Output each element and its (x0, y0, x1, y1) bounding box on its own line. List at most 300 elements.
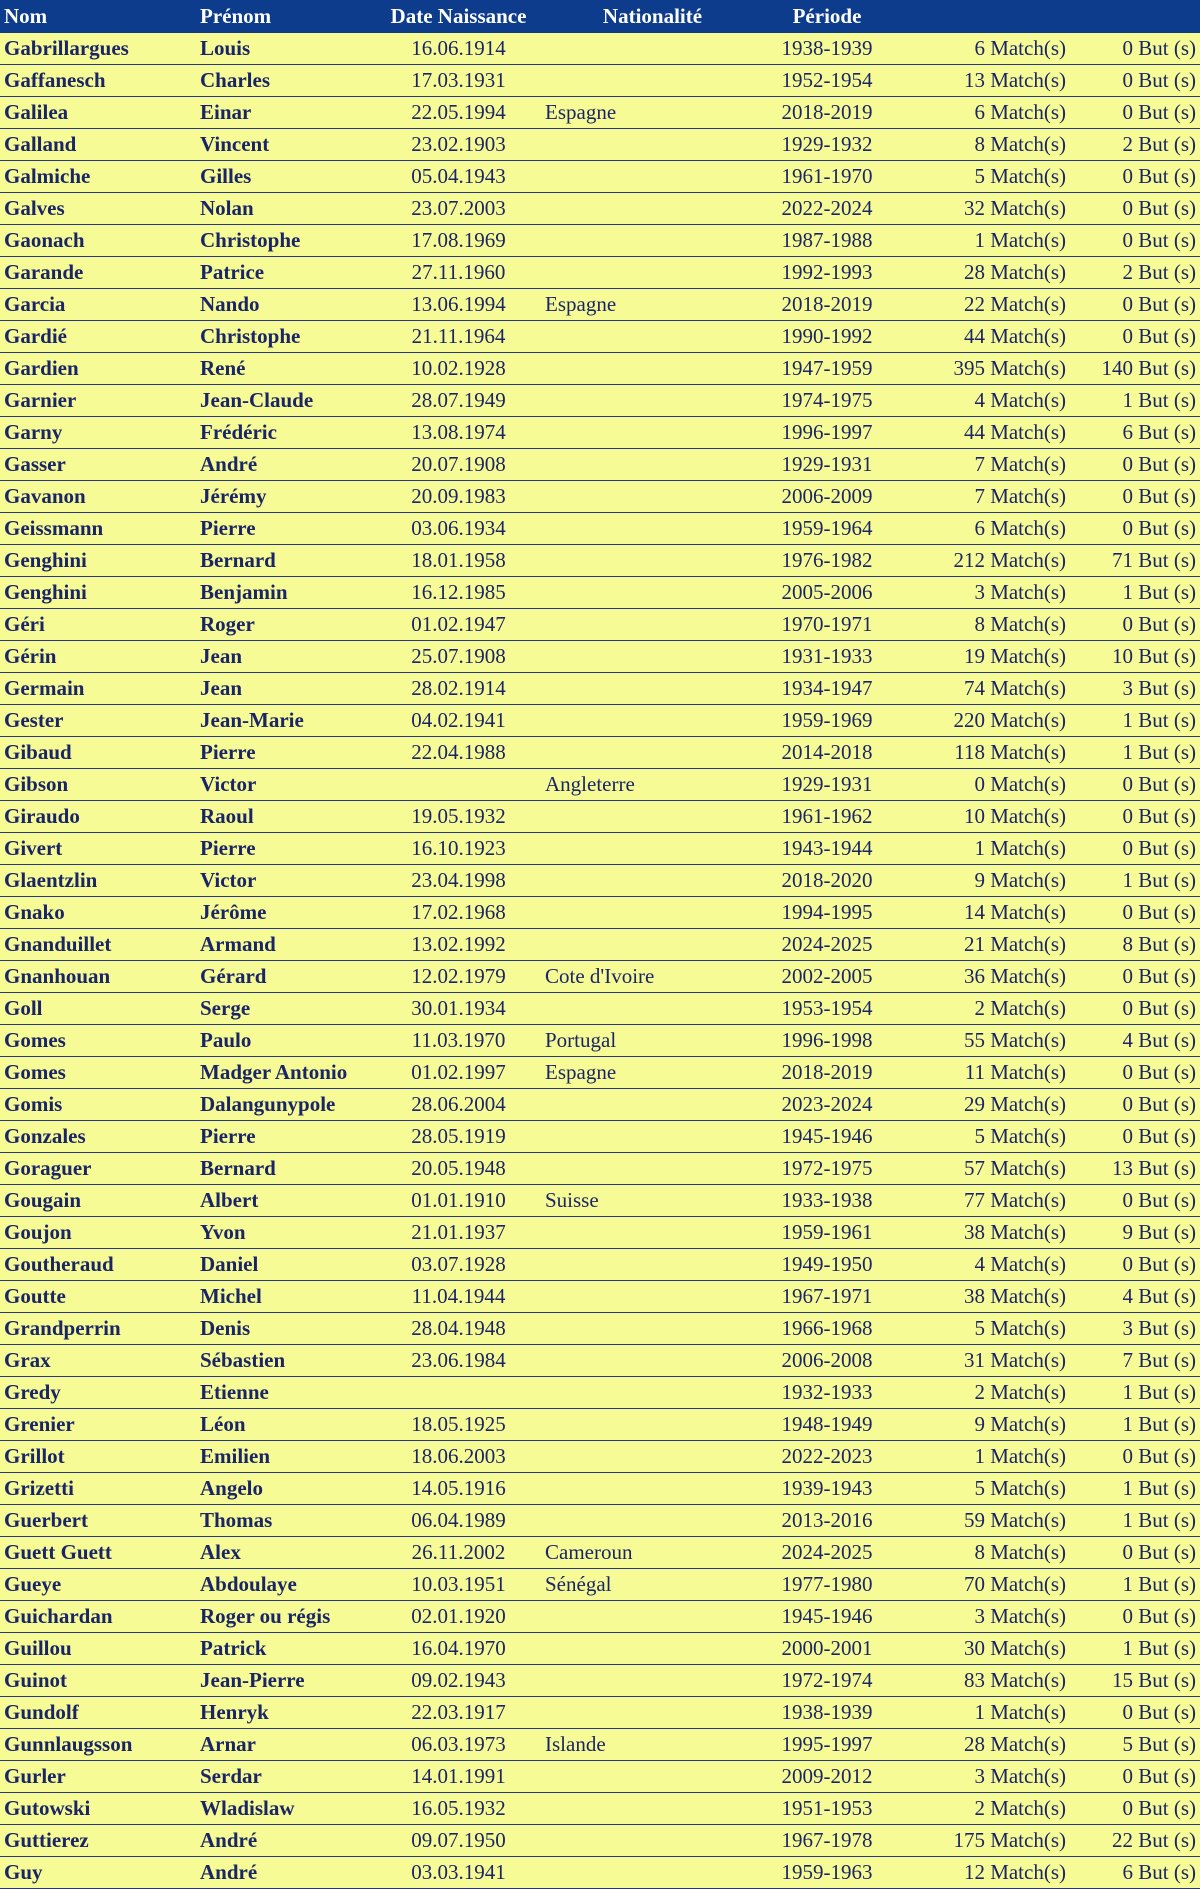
table-row (0, 1793, 1200, 1825)
cell-nationalite (541, 865, 764, 897)
cell-nationalite (541, 385, 764, 417)
table-row (0, 961, 1200, 993)
cell-periode: 2024-2025 (764, 1537, 890, 1569)
table-row (0, 1505, 1200, 1537)
cell-buts: 4 But (s) (1070, 1281, 1200, 1313)
cell-nationalite (541, 449, 764, 481)
cell-prenom: Daniel (196, 1249, 376, 1281)
cell-nationalite (541, 801, 764, 833)
table-row (0, 193, 1200, 225)
table-row (0, 1345, 1200, 1377)
cell-prenom: Yvon (196, 1217, 376, 1249)
cell-nom: Géri (0, 609, 196, 641)
table-row (0, 129, 1200, 161)
cell-periode: 1970-1971 (764, 609, 890, 641)
cell-prenom: Jérémy (196, 481, 376, 513)
table-row (0, 1185, 1200, 1217)
cell-nationalite (541, 481, 764, 513)
cell-matchs: 0 Match(s) (890, 769, 1070, 801)
cell-prenom: Gilles (196, 161, 376, 193)
cell-buts: 15 But (s) (1070, 1665, 1200, 1697)
table-row (0, 289, 1200, 321)
cell-nom: Guinot (0, 1665, 196, 1697)
table-row (0, 1313, 1200, 1345)
cell-buts: 0 But (s) (1070, 961, 1200, 993)
cell-nom: Guichardan (0, 1601, 196, 1633)
cell-nationalite (541, 1345, 764, 1377)
cell-matchs: 83 Match(s) (890, 1665, 1070, 1697)
table-row (0, 1409, 1200, 1441)
table-row (0, 1153, 1200, 1185)
cell-matchs: 12 Match(s) (890, 1857, 1070, 1889)
cell-date-naissance: 14.05.1916 (376, 1473, 541, 1505)
cell-nationalite (541, 225, 764, 257)
cell-nationalite (541, 1281, 764, 1313)
cell-periode: 2013-2016 (764, 1505, 890, 1537)
cell-periode: 1972-1974 (764, 1665, 890, 1697)
cell-periode: 2018-2019 (764, 289, 890, 321)
cell-date-naissance: 06.03.1973 (376, 1729, 541, 1761)
cell-nationalite (541, 417, 764, 449)
cell-periode: 1934-1947 (764, 673, 890, 705)
cell-nationalite (541, 545, 764, 577)
cell-date-naissance: 28.04.1948 (376, 1313, 541, 1345)
cell-periode: 1992-1993 (764, 257, 890, 289)
cell-periode: 2005-2006 (764, 577, 890, 609)
cell-periode: 1929-1931 (764, 769, 890, 801)
cell-matchs: 13 Match(s) (890, 65, 1070, 97)
cell-nationalite (541, 1441, 764, 1473)
cell-prenom: Nolan (196, 193, 376, 225)
cell-buts: 0 But (s) (1070, 769, 1200, 801)
cell-buts: 4 But (s) (1070, 1025, 1200, 1057)
cell-nationalite (541, 737, 764, 769)
cell-nationalite: Portugal (541, 1025, 764, 1057)
cell-nationalite (541, 1697, 764, 1729)
cell-buts: 0 But (s) (1070, 1793, 1200, 1825)
cell-nationalite (541, 1377, 764, 1409)
cell-periode: 1959-1964 (764, 513, 890, 545)
cell-buts: 0 But (s) (1070, 449, 1200, 481)
cell-matchs: 57 Match(s) (890, 1153, 1070, 1185)
cell-prenom: Madger Antonio (196, 1057, 376, 1089)
cell-nom: Goutheraud (0, 1249, 196, 1281)
cell-buts: 0 But (s) (1070, 1537, 1200, 1569)
cell-nom: Guy (0, 1857, 196, 1889)
cell-date-naissance: 16.10.1923 (376, 833, 541, 865)
header-date-naissance[interactable]: Date Naissance (376, 0, 541, 33)
cell-buts: 10 But (s) (1070, 641, 1200, 673)
cell-nationalite (541, 1601, 764, 1633)
cell-date-naissance: 05.04.1943 (376, 161, 541, 193)
table-row (0, 161, 1200, 193)
cell-date-naissance: 01.01.1910 (376, 1185, 541, 1217)
cell-date-naissance: 03.06.1934 (376, 513, 541, 545)
table-row (0, 1729, 1200, 1761)
table-row (0, 1441, 1200, 1473)
cell-date-naissance: 11.04.1944 (376, 1281, 541, 1313)
cell-buts: 1 But (s) (1070, 577, 1200, 609)
table-row (0, 545, 1200, 577)
cell-prenom: Alex (196, 1537, 376, 1569)
cell-date-naissance: 18.06.2003 (376, 1441, 541, 1473)
cell-prenom: Jérôme (196, 897, 376, 929)
cell-prenom: Vincent (196, 129, 376, 161)
cell-periode: 1987-1988 (764, 225, 890, 257)
cell-periode: 1943-1944 (764, 833, 890, 865)
cell-periode: 1976-1982 (764, 545, 890, 577)
table-row (0, 1665, 1200, 1697)
cell-matchs: 1 Match(s) (890, 1441, 1070, 1473)
cell-periode: 1995-1997 (764, 1729, 890, 1761)
cell-prenom: Denis (196, 1313, 376, 1345)
table-row (0, 1089, 1200, 1121)
cell-buts: 0 But (s) (1070, 1441, 1200, 1473)
cell-date-naissance: 17.03.1931 (376, 65, 541, 97)
cell-date-naissance: 09.07.1950 (376, 1825, 541, 1857)
cell-buts: 0 But (s) (1070, 481, 1200, 513)
cell-nationalite (541, 897, 764, 929)
table-row (0, 897, 1200, 929)
cell-prenom: Pierre (196, 1121, 376, 1153)
cell-matchs: 8 Match(s) (890, 129, 1070, 161)
cell-nom: Garny (0, 417, 196, 449)
cell-matchs: 28 Match(s) (890, 257, 1070, 289)
cell-date-naissance: 17.02.1968 (376, 897, 541, 929)
header-periode[interactable]: Période (764, 0, 890, 33)
cell-nom: Gonzales (0, 1121, 196, 1153)
cell-buts: 0 But (s) (1070, 193, 1200, 225)
cell-nationalite (541, 1473, 764, 1505)
cell-date-naissance: 28.06.2004 (376, 1089, 541, 1121)
cell-nom: Genghini (0, 577, 196, 609)
cell-periode: 1929-1931 (764, 449, 890, 481)
cell-nationalite (541, 673, 764, 705)
cell-matchs: 395 Match(s) (890, 353, 1070, 385)
cell-nom: Garnier (0, 385, 196, 417)
cell-prenom: Jean-Claude (196, 385, 376, 417)
cell-date-naissance: 22.04.1988 (376, 737, 541, 769)
cell-matchs: 1 Match(s) (890, 833, 1070, 865)
table-row (0, 609, 1200, 641)
cell-prenom: Jean-Marie (196, 705, 376, 737)
cell-matchs: 70 Match(s) (890, 1569, 1070, 1601)
cell-matchs: 8 Match(s) (890, 609, 1070, 641)
cell-nom: Garcia (0, 289, 196, 321)
cell-date-naissance: 25.07.1908 (376, 641, 541, 673)
cell-matchs: 6 Match(s) (890, 513, 1070, 545)
cell-nationalite (541, 1409, 764, 1441)
cell-matchs: 1 Match(s) (890, 225, 1070, 257)
cell-buts: 0 But (s) (1070, 289, 1200, 321)
cell-periode: 1967-1971 (764, 1281, 890, 1313)
cell-matchs: 7 Match(s) (890, 481, 1070, 513)
cell-buts: 0 But (s) (1070, 161, 1200, 193)
cell-matchs: 14 Match(s) (890, 897, 1070, 929)
cell-nationalite: Espagne (541, 1057, 764, 1089)
cell-periode: 2018-2019 (764, 1057, 890, 1089)
cell-date-naissance: 22.03.1917 (376, 1697, 541, 1729)
cell-nationalite (541, 33, 764, 65)
cell-periode: 2022-2024 (764, 193, 890, 225)
cell-prenom: Roger ou régis (196, 1601, 376, 1633)
cell-nationalite (541, 1153, 764, 1185)
cell-nom: Gaffanesch (0, 65, 196, 97)
cell-periode: 1952-1954 (764, 65, 890, 97)
cell-matchs: 44 Match(s) (890, 321, 1070, 353)
cell-matchs: 38 Match(s) (890, 1217, 1070, 1249)
table-row (0, 449, 1200, 481)
header-prenom[interactable]: Prénom (196, 0, 376, 33)
cell-nationalite: Espagne (541, 289, 764, 321)
table-row (0, 705, 1200, 737)
cell-nom: Goraguer (0, 1153, 196, 1185)
cell-matchs: 2 Match(s) (890, 1377, 1070, 1409)
cell-buts: 13 But (s) (1070, 1153, 1200, 1185)
cell-buts: 6 But (s) (1070, 417, 1200, 449)
cell-matchs: 2 Match(s) (890, 1793, 1070, 1825)
cell-date-naissance: 01.02.1997 (376, 1057, 541, 1089)
cell-prenom: Dalangunypole (196, 1089, 376, 1121)
cell-nom: Guerbert (0, 1505, 196, 1537)
cell-date-naissance: 20.05.1948 (376, 1153, 541, 1185)
cell-prenom: Bernard (196, 1153, 376, 1185)
cell-prenom: Christophe (196, 321, 376, 353)
table-row (0, 833, 1200, 865)
cell-date-naissance: 13.06.1994 (376, 289, 541, 321)
cell-nom: Gnako (0, 897, 196, 929)
cell-nationalite (541, 1761, 764, 1793)
cell-periode: 1938-1939 (764, 33, 890, 65)
cell-date-naissance: 23.04.1998 (376, 865, 541, 897)
cell-nom: Gutowski (0, 1793, 196, 1825)
cell-nationalite (541, 321, 764, 353)
cell-prenom: Sébastien (196, 1345, 376, 1377)
cell-nom: Grandperrin (0, 1313, 196, 1345)
cell-prenom: Arnar (196, 1729, 376, 1761)
cell-periode: 1966-1968 (764, 1313, 890, 1345)
cell-date-naissance: 17.08.1969 (376, 225, 541, 257)
cell-nom: Gurler (0, 1761, 196, 1793)
cell-nom: Giraudo (0, 801, 196, 833)
cell-buts: 1 But (s) (1070, 1633, 1200, 1665)
cell-date-naissance: 22.05.1994 (376, 97, 541, 129)
cell-nationalite (541, 1857, 764, 1889)
cell-nom: Geissmann (0, 513, 196, 545)
cell-buts: 0 But (s) (1070, 1697, 1200, 1729)
cell-date-naissance: 13.08.1974 (376, 417, 541, 449)
cell-date-naissance (376, 769, 541, 801)
cell-prenom: Serge (196, 993, 376, 1025)
cell-nom: Gomes (0, 1025, 196, 1057)
table-row (0, 417, 1200, 449)
cell-prenom: Einar (196, 97, 376, 129)
cell-nationalite (541, 833, 764, 865)
cell-buts: 1 But (s) (1070, 1409, 1200, 1441)
cell-buts: 140 But (s) (1070, 353, 1200, 385)
table-row (0, 321, 1200, 353)
cell-prenom: Victor (196, 865, 376, 897)
cell-buts: 1 But (s) (1070, 865, 1200, 897)
cell-buts: 9 But (s) (1070, 1217, 1200, 1249)
cell-buts: 0 But (s) (1070, 801, 1200, 833)
cell-buts: 0 But (s) (1070, 1057, 1200, 1089)
cell-matchs: 5 Match(s) (890, 161, 1070, 193)
cell-nom: Gnanduillet (0, 929, 196, 961)
cell-periode: 1961-1962 (764, 801, 890, 833)
cell-nationalite (541, 1505, 764, 1537)
cell-nom: Gavanon (0, 481, 196, 513)
cell-prenom: Armand (196, 929, 376, 961)
cell-nationalite: Islande (541, 1729, 764, 1761)
cell-periode: 1931-1933 (764, 641, 890, 673)
cell-nom: Gaonach (0, 225, 196, 257)
cell-matchs: 4 Match(s) (890, 385, 1070, 417)
cell-buts: 3 But (s) (1070, 1313, 1200, 1345)
cell-prenom: André (196, 1825, 376, 1857)
cell-periode: 1996-1997 (764, 417, 890, 449)
cell-date-naissance: 18.01.1958 (376, 545, 541, 577)
cell-nom: Genghini (0, 545, 196, 577)
cell-matchs: 175 Match(s) (890, 1825, 1070, 1857)
cell-prenom: Jean (196, 673, 376, 705)
cell-nom: Grax (0, 1345, 196, 1377)
cell-buts: 0 But (s) (1070, 1601, 1200, 1633)
cell-prenom: Pierre (196, 737, 376, 769)
cell-prenom: Léon (196, 1409, 376, 1441)
cell-prenom: Raoul (196, 801, 376, 833)
cell-periode: 1948-1949 (764, 1409, 890, 1441)
cell-date-naissance: 21.01.1937 (376, 1217, 541, 1249)
table-row (0, 993, 1200, 1025)
cell-buts: 0 But (s) (1070, 1185, 1200, 1217)
table-row (0, 1761, 1200, 1793)
cell-date-naissance: 28.05.1919 (376, 1121, 541, 1153)
cell-nom: Gunnlaugsson (0, 1729, 196, 1761)
cell-periode: 1959-1963 (764, 1857, 890, 1889)
cell-buts: 3 But (s) (1070, 673, 1200, 705)
cell-prenom: Jean-Pierre (196, 1665, 376, 1697)
cell-matchs: 5 Match(s) (890, 1473, 1070, 1505)
cell-nationalite (541, 577, 764, 609)
table-row (0, 1057, 1200, 1089)
cell-prenom: Roger (196, 609, 376, 641)
cell-periode: 1945-1946 (764, 1601, 890, 1633)
cell-matchs: 10 Match(s) (890, 801, 1070, 833)
cell-nom: Guttierez (0, 1825, 196, 1857)
cell-buts: 0 But (s) (1070, 993, 1200, 1025)
header-row (0, 0, 1200, 33)
table-row (0, 1473, 1200, 1505)
cell-matchs: 74 Match(s) (890, 673, 1070, 705)
cell-prenom: André (196, 449, 376, 481)
cell-periode: 1938-1939 (764, 1697, 890, 1729)
cell-nom: Gredy (0, 1377, 196, 1409)
cell-date-naissance: 03.03.1941 (376, 1857, 541, 1889)
table-row (0, 1249, 1200, 1281)
table-row (0, 481, 1200, 513)
table-row (0, 1537, 1200, 1569)
cell-nom: Goll (0, 993, 196, 1025)
cell-periode: 2018-2020 (764, 865, 890, 897)
cell-date-naissance: 13.02.1992 (376, 929, 541, 961)
cell-matchs: 22 Match(s) (890, 289, 1070, 321)
cell-nationalite (541, 257, 764, 289)
cell-matchs: 44 Match(s) (890, 417, 1070, 449)
cell-nom: Germain (0, 673, 196, 705)
cell-matchs: 118 Match(s) (890, 737, 1070, 769)
cell-prenom: Gérard (196, 961, 376, 993)
cell-periode: 1994-1995 (764, 897, 890, 929)
cell-buts: 0 But (s) (1070, 65, 1200, 97)
table-row (0, 225, 1200, 257)
cell-nationalite (541, 993, 764, 1025)
cell-prenom: Henryk (196, 1697, 376, 1729)
cell-date-naissance: 09.02.1943 (376, 1665, 541, 1697)
cell-matchs: 19 Match(s) (890, 641, 1070, 673)
table-row (0, 673, 1200, 705)
cell-buts: 0 But (s) (1070, 33, 1200, 65)
cell-prenom: Frédéric (196, 417, 376, 449)
cell-periode: 1977-1980 (764, 1569, 890, 1601)
table-row (0, 1121, 1200, 1153)
cell-date-naissance: 16.06.1914 (376, 33, 541, 65)
header-nom[interactable]: Nom (0, 0, 196, 33)
cell-prenom: Bernard (196, 545, 376, 577)
cell-matchs: 3 Match(s) (890, 1761, 1070, 1793)
cell-buts: 22 But (s) (1070, 1825, 1200, 1857)
cell-prenom: René (196, 353, 376, 385)
cell-buts: 5 But (s) (1070, 1729, 1200, 1761)
cell-buts: 0 But (s) (1070, 833, 1200, 865)
cell-periode: 2014-2018 (764, 737, 890, 769)
cell-nom: Grenier (0, 1409, 196, 1441)
cell-date-naissance: 23.07.2003 (376, 193, 541, 225)
header-nationalite[interactable]: Nationalité (541, 0, 764, 33)
cell-buts: 1 But (s) (1070, 705, 1200, 737)
cell-nom: Gester (0, 705, 196, 737)
cell-prenom: Thomas (196, 1505, 376, 1537)
cell-buts: 6 But (s) (1070, 1857, 1200, 1889)
cell-matchs: 30 Match(s) (890, 1633, 1070, 1665)
cell-buts: 0 But (s) (1070, 897, 1200, 929)
cell-nationalite: Sénégal (541, 1569, 764, 1601)
cell-matchs: 212 Match(s) (890, 545, 1070, 577)
cell-periode: 1974-1975 (764, 385, 890, 417)
cell-prenom: Benjamin (196, 577, 376, 609)
cell-prenom: Louis (196, 33, 376, 65)
cell-buts: 0 But (s) (1070, 321, 1200, 353)
cell-nationalite (541, 513, 764, 545)
cell-nom: Gougain (0, 1185, 196, 1217)
cell-matchs: 5 Match(s) (890, 1121, 1070, 1153)
cell-date-naissance: 04.02.1941 (376, 705, 541, 737)
cell-periode: 1961-1970 (764, 161, 890, 193)
cell-buts: 2 But (s) (1070, 129, 1200, 161)
table-row (0, 801, 1200, 833)
cell-date-naissance: 27.11.1960 (376, 257, 541, 289)
cell-date-naissance: 28.07.1949 (376, 385, 541, 417)
cell-date-naissance: 20.07.1908 (376, 449, 541, 481)
cell-periode: 1972-1975 (764, 1153, 890, 1185)
cell-nom: Gibson (0, 769, 196, 801)
cell-matchs: 31 Match(s) (890, 1345, 1070, 1377)
cell-buts: 0 But (s) (1070, 1249, 1200, 1281)
table-row (0, 1025, 1200, 1057)
cell-matchs: 55 Match(s) (890, 1025, 1070, 1057)
cell-date-naissance: 23.06.1984 (376, 1345, 541, 1377)
cell-matchs: 4 Match(s) (890, 1249, 1070, 1281)
